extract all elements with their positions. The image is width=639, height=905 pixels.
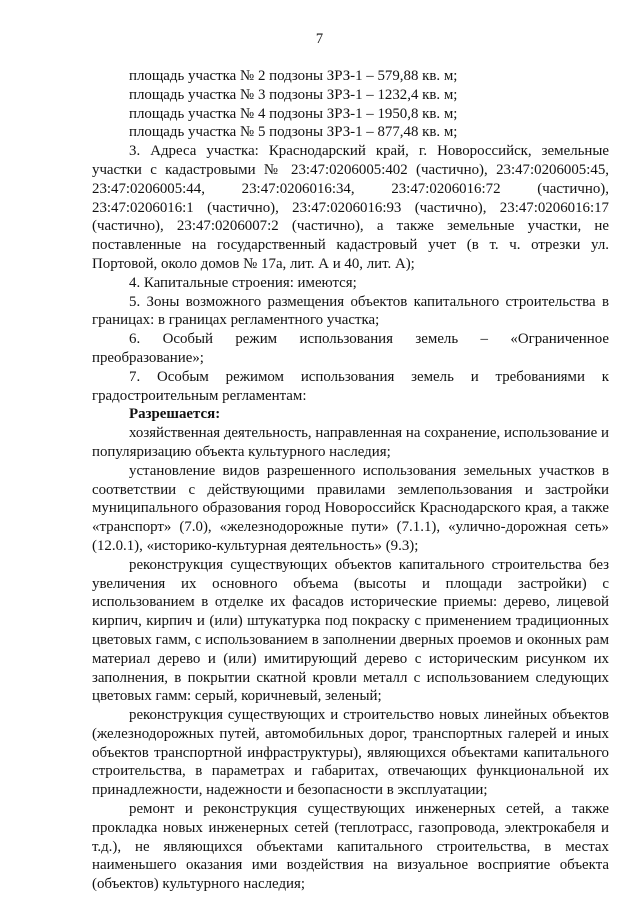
allowed-item-engineering-networks: ремонт и реконструкция существующих инженерных сетей, а также прокладка новых инженерных сетей (теплотрасс, газопровода, электрокабеля и т.д.), не являющихся объектами капитального строительства, в местах наименьшего оказания ими воздействия на визуальное восприятие объекта (объектов) культурного наследия; xyxy=(92,801,609,893)
paragraph-addresses: 3. Адреса участка: Краснодарский край, г. Новороссийск, земельные участки с кадастровыми № 23:47:0206005:402 (частично), 23:47:0206005:45, 23:47:0206005:44, 23:47:0206016:34, 23:47:0206016:72 (частично), 23:47:0206016:1 (частично), 23:47:0206016:93 (частично), 23:47:0206016:17 (частично), 23:47:0206007:2 (частично), а также земельные участки, не поставленные на государственный кадастровый учет (в т. ч. отрезки ул. Портовой, около домов № 17а, лит. А и 40, лит. А); xyxy=(92,143,609,272)
area-line-4: площадь участка № 4 подзоны ЗРЗ-1 – 1950,8 кв. м; xyxy=(129,105,458,122)
allowed-item-economic-activity: хозяйственная деятельность, направленная на сохранение, использование и популяризацию объекта культурного наследия; xyxy=(92,425,609,460)
paragraph-capital-buildings: 4. Капитальные строения: имеются; xyxy=(129,274,357,291)
section-heading-allowed: Разрешается: xyxy=(129,406,221,423)
area-line-5: площадь участка № 5 подзоны ЗРЗ-1 – 877,48 кв. м; xyxy=(129,124,458,141)
allowed-item-linear-objects: реконструкция существующих и строительство новых линейных объектов (железнодорожных путей, автомобильных дорог, транспортных галерей и иных объектов транспортной инфраструктуры), являющихся объектами капитального строительства, в параметрах и габаритах, отвечающих функциональной их принадлежности, надежности и безопасности в эксплуатации; xyxy=(92,707,609,799)
area-line-2: площадь участка № 2 подзоны ЗРЗ-1 – 579,88 кв. м; xyxy=(129,68,458,84)
page-number: 7 xyxy=(315,31,324,47)
paragraph-regulations: 7. Особым режимом использования земель и требованиями к градостроительным регламентам: xyxy=(92,368,609,404)
paragraph-placement-zones: 5. Зоны возможного размещения объектов капитального строительства в границах: в границах регламентного участка; xyxy=(92,293,609,329)
allowed-item-reconstruction: реконструкция существующих объектов капитального строительства без увеличения их основного объема (высоты и площади застройки) с использованием в отделке их фасадов исторические приемы: дерево, лицевой кирпич, кирпич и (или) штукатурка под покраску с применением традиционных цветовых гамм, с использованием в заполнении дверных проемов и оконных рам материал дерево и (или) имитирующий дерево с историческим рисунком их заполнения, в покрытии скатной кровли металл с использованием следующих цветовых гамм: серый, коричневый, зеленый; xyxy=(92,556,609,705)
area-line-3: площадь участка № 3 подзоны ЗРЗ-1 – 1232,4 кв. м; xyxy=(129,86,458,103)
paragraph-special-regime: 6. Особый режим использования земель – «Ограниченное преобразование»; xyxy=(92,331,609,366)
document-body xyxy=(92,67,609,894)
allowed-item-land-use-types: установление видов разрешенного использования земельных участков в соответствии с действующими правилами землепользования и застройки муниципального образования город Новороссийск Краснодарского края, а также «транспорт» (7.0), «железнодорожные пути» (7.1.1), «улично-дорожная сеть» (12.0.1), «историко-культурная деятельность» (9.3); xyxy=(92,462,609,554)
